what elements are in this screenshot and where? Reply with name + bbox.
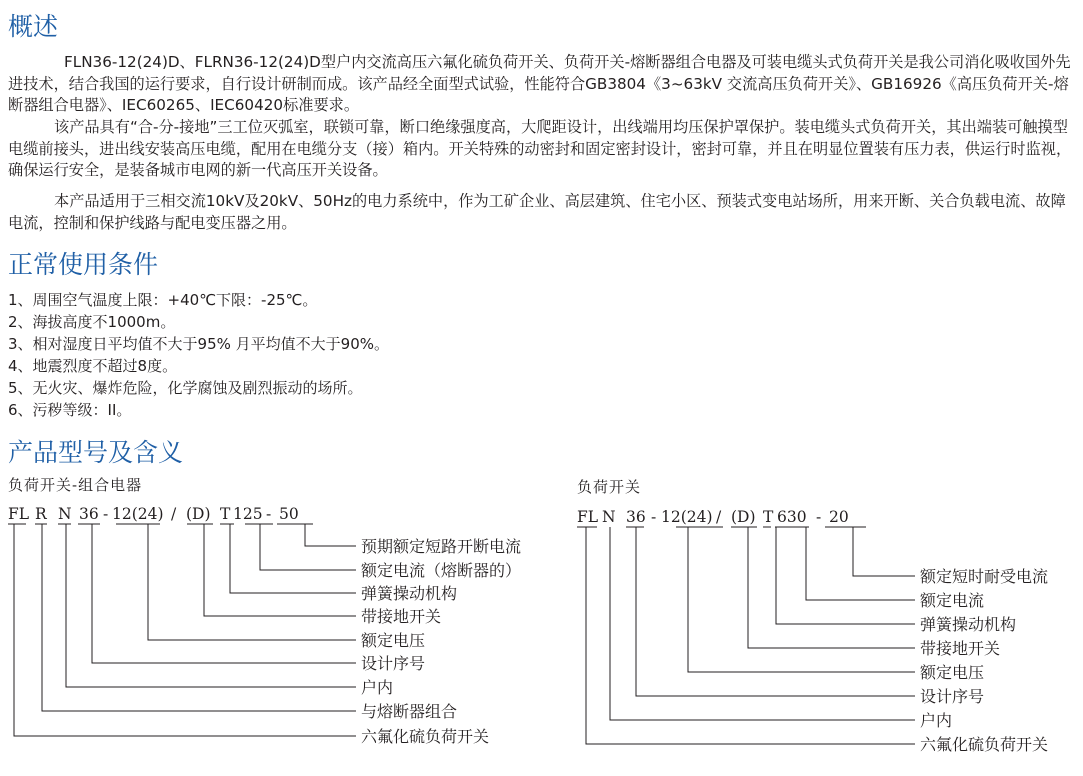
- switch-label: 额定电流: [920, 591, 985, 610]
- switch-label: 带接地开关: [920, 639, 1001, 658]
- code-part: FL: [577, 508, 599, 526]
- combo-subtitle: 负荷开关-组合电器: [8, 476, 143, 494]
- code-part: FL: [8, 505, 30, 523]
- combo-label: 额定电流（熔断器的）: [361, 561, 522, 580]
- code-part: T: [220, 505, 231, 523]
- combo-leader-lines: [14, 524, 356, 736]
- switch-label: 户内: [920, 711, 953, 730]
- code-part: (D): [186, 505, 211, 523]
- switch-label: 设计序号: [920, 687, 985, 706]
- switch-label: 额定电压: [920, 663, 985, 682]
- code-part: 125: [233, 505, 263, 523]
- overview-paragraph-2: 该产品具有“合-分-接地”三工位灭弧室，联锁可靠，断口绝缘强度高，大爬距设计，出线端用均压保护罩保护。装电缆头式负荷开关，其出端装可触摸型电缆前接头，进出线安装高压电缆，配用在电缆分支（接）箱内。开关特殊的动密封和固定密封设计，密封可靠，并且在明显位置装有压力表，供运行时监视，确保运行安全，是装备城市电网的新一代高压开关设备。: [8, 118, 1072, 179]
- combo-label: 与熔断器组合: [361, 702, 458, 721]
- condition-item: 6、污秽等级：II。: [8, 401, 132, 419]
- code-part: -: [266, 505, 272, 523]
- code-part: 12(24): [661, 508, 713, 526]
- code-part: 20: [829, 508, 849, 526]
- overview-paragraph-1: FLN36-12(24)D、FLRN36-12(24)D型户内交流高压六氟化硫负荷开关、负荷开关-熔断器组合电器及可装电缆头式负荷开关是我公司消化吸收国外先进技术，结合我国的运行要求，自行设计研制而成。该产品经全面型式试验，性能符合GB3804《3~63kV 交流高压负荷开关》、GB16926《高压负荷开关-熔断器组合电器》、IEC60265、IEC60420标准要求。: [8, 53, 1071, 114]
- section-title-models: 产品型号及含义: [8, 438, 184, 467]
- code-part: R: [35, 505, 47, 523]
- code-part: 36: [79, 505, 99, 523]
- code-part: /: [171, 505, 177, 523]
- code-part: N: [602, 508, 616, 526]
- switch-label: 额定短时耐受电流: [920, 567, 1049, 586]
- code-part: N: [58, 505, 72, 523]
- overview-paragraph-3: 本产品适用于三相交流10kV及20kV、50Hz的电力系统中，作为工矿企业、高层建筑、住宅小区、预装式变电站场所，用来开断、关合负载电流、故障电流，控制和保护线路与配电变压器之用。: [8, 192, 1066, 232]
- switch-leader-lines: [586, 527, 915, 744]
- code-part: T: [763, 508, 774, 526]
- code-part: 36: [626, 508, 646, 526]
- switch-label: 弹簧操动机构: [920, 615, 1017, 634]
- switch-label: 六氟化硫负荷开关: [920, 735, 1049, 754]
- combo-label: 带接地开关: [361, 607, 442, 626]
- code-part: -: [816, 508, 822, 526]
- condition-item: 4、地震烈度不超过8度。: [8, 357, 178, 375]
- condition-item: 5、无火灾、爆炸危险，化学腐蚀及剧烈振动的场所。: [8, 379, 363, 397]
- combo-label: 设计序号: [361, 654, 426, 673]
- condition-item: 3、相对湿度日平均值不大于95% 月平均值不大于90%。: [8, 335, 389, 353]
- combo-label: 弹簧操动机构: [361, 584, 458, 603]
- code-part: -: [651, 508, 657, 526]
- code-part: -: [103, 505, 109, 523]
- condition-item: 2、海拔高度不1000m。: [8, 313, 176, 331]
- code-part: 12(24): [112, 505, 164, 523]
- combo-label: 额定电压: [361, 631, 426, 650]
- condition-item: 1、周围空气温度上限：+40℃下限：-25℃。: [8, 291, 318, 309]
- section-title-conditions: 正常使用条件: [8, 250, 159, 279]
- combo-label: 户内: [361, 678, 394, 697]
- switch-subtitle: 负荷开关: [577, 478, 642, 496]
- code-part: /: [716, 508, 722, 526]
- code-part: (D): [731, 508, 756, 526]
- combo-label: 六氟化硫负荷开关: [361, 727, 490, 746]
- combo-label: 预期额定短路开断电流: [361, 537, 522, 556]
- section-title-overview: 概述: [8, 12, 59, 41]
- code-part: 50: [279, 505, 299, 523]
- code-part: 630: [777, 508, 807, 526]
